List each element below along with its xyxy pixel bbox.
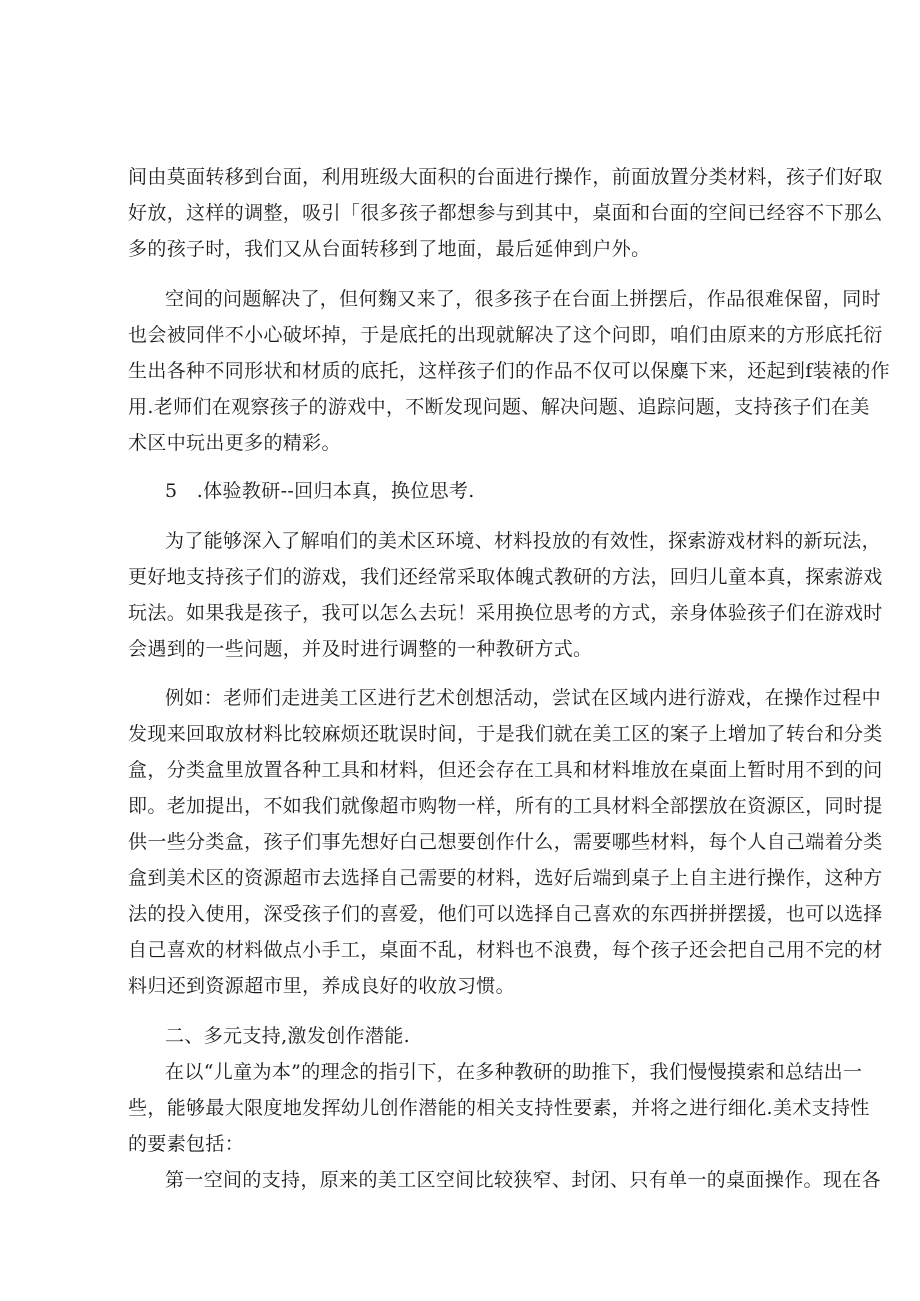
paragraph-4-line-8: 自己喜欢的材料做点小手工，桌面不乱，材料也不浪费，每个孩子还会把自己用不完的材 [128, 939, 883, 961]
paragraph-1-line-2: 好放，这样的调整，吸引「很多孩子都想参与到其中，桌面和台面的空间已经容不下那么 [128, 202, 883, 224]
paragraph-5-line-3: 的要素包括： [128, 1133, 245, 1155]
paragraph-4-line-1: 例如：老师们走进美工区进行艺术创想活动，尝试在区域内进行游戏，在操作过程中 [165, 687, 881, 709]
paragraph-6-line-1: 第一空间的支持，原来的美工区空间比较狭窄、封闭、只有单一的桌面操作。现在各 [165, 1169, 881, 1191]
paragraph-2-line-1: 空间的问题解决了，但何麴又来了，很多孩子在台面上拼摆后，作品很难保留，同时 [165, 288, 881, 310]
paragraph-4-line-9: 料归还到资源超市里，养成良好的收放习惯。 [128, 975, 516, 997]
paragraph-1-line-3: 多的孩子时，我们又从台面转移到了地面，最后延伸到户外。 [128, 238, 651, 260]
paragraph-1-line-1: 间由莫面转移到台面，利用班级大面积的台面进行操作，前面放置分类材料，孩子们好取 [128, 166, 883, 188]
paragraph-2-line-5: 术区中玩出更多的精彩。 [128, 432, 341, 454]
paragraph-3-line-4: 会遇到的一些问题，并及时进行调整的一种教研方式。 [128, 638, 593, 660]
paragraph-5-line-2: 些，能够最大限度地发挥幼儿创作潜能的相关支持性要素，并将之进行细化.美术支持性 [128, 1097, 870, 1119]
paragraph-4-line-6: 盒到美术区的资源超市去选择自己需要的材料，选好后端到桌子上自主进行操作，这种方 [128, 867, 883, 889]
paragraph-3-line-3: 玩法。如果我是孩子，我可以怎么去玩！采用换位思考的方式，亲身体验孩子们在游戏时 [128, 602, 883, 624]
paragraph-2-line-2: 也会被同伴不小心破坏掉，于是底托的出现就解决了这个问即，咱们由原来的方形底托衍 [128, 324, 883, 346]
paragraph-3-line-1: 为了能够深入了解咱们的美术区环境、材料投放的有效性，探索游戏材料的新玩法， [165, 530, 881, 552]
paragraph-4-line-4: 即。老加提出，不如我们就像超市购物一样，所有的工具材料全部摆放在资源区，同时提 [128, 795, 883, 817]
paragraph-4-line-2: 发现来回取放材料比较麻烦还耽误时间，于是我们就在美工区的案子上增加了转台和分类 [128, 723, 883, 745]
paragraph-2-line-3: 生出各种不同形状和材质的底托，这样孩子们的作品不仅可以保麋下来，还起到f装裱的作 [128, 360, 891, 382]
paragraph-3-line-2: 更好地支持孩子们的游戏，我们还经常采取体魄式教研的方法，回归儿童本真，探索游戏 [128, 566, 883, 588]
paragraph-2-line-4: 用.老师们在观察孩子的游戏中，不断发现问题、解决问题、追踪问题，支持孩子们在美 [128, 396, 870, 418]
paragraph-4-line-3: 盒，分类盒里放置各种工具和材料，但还会存在工具和材料堆放在桌面上暂时用不到的问 [128, 759, 883, 781]
paragraph-5-line-1: 在以“儿童为本”的理念的指引下，在多种教研的助推下，我们慢慢摸索和总结出一 [165, 1061, 863, 1083]
paragraph-4-line-5: 供一些分类盒，孩子们事先想好白己想要创作什么，需要哪些材料，每个人自己端着分类 [128, 831, 883, 853]
section-heading-2: 二、多元支持,激发创作潜能. [165, 1025, 410, 1047]
section-heading-5: 5 .体验教研--回归本真，换位思考. [165, 480, 475, 502]
paragraph-4-line-7: 法的投入使用，深受孩子们的喜爱，他们可以选择自己喜欢的东西拼拼摆援，也可以选择 [128, 903, 883, 925]
